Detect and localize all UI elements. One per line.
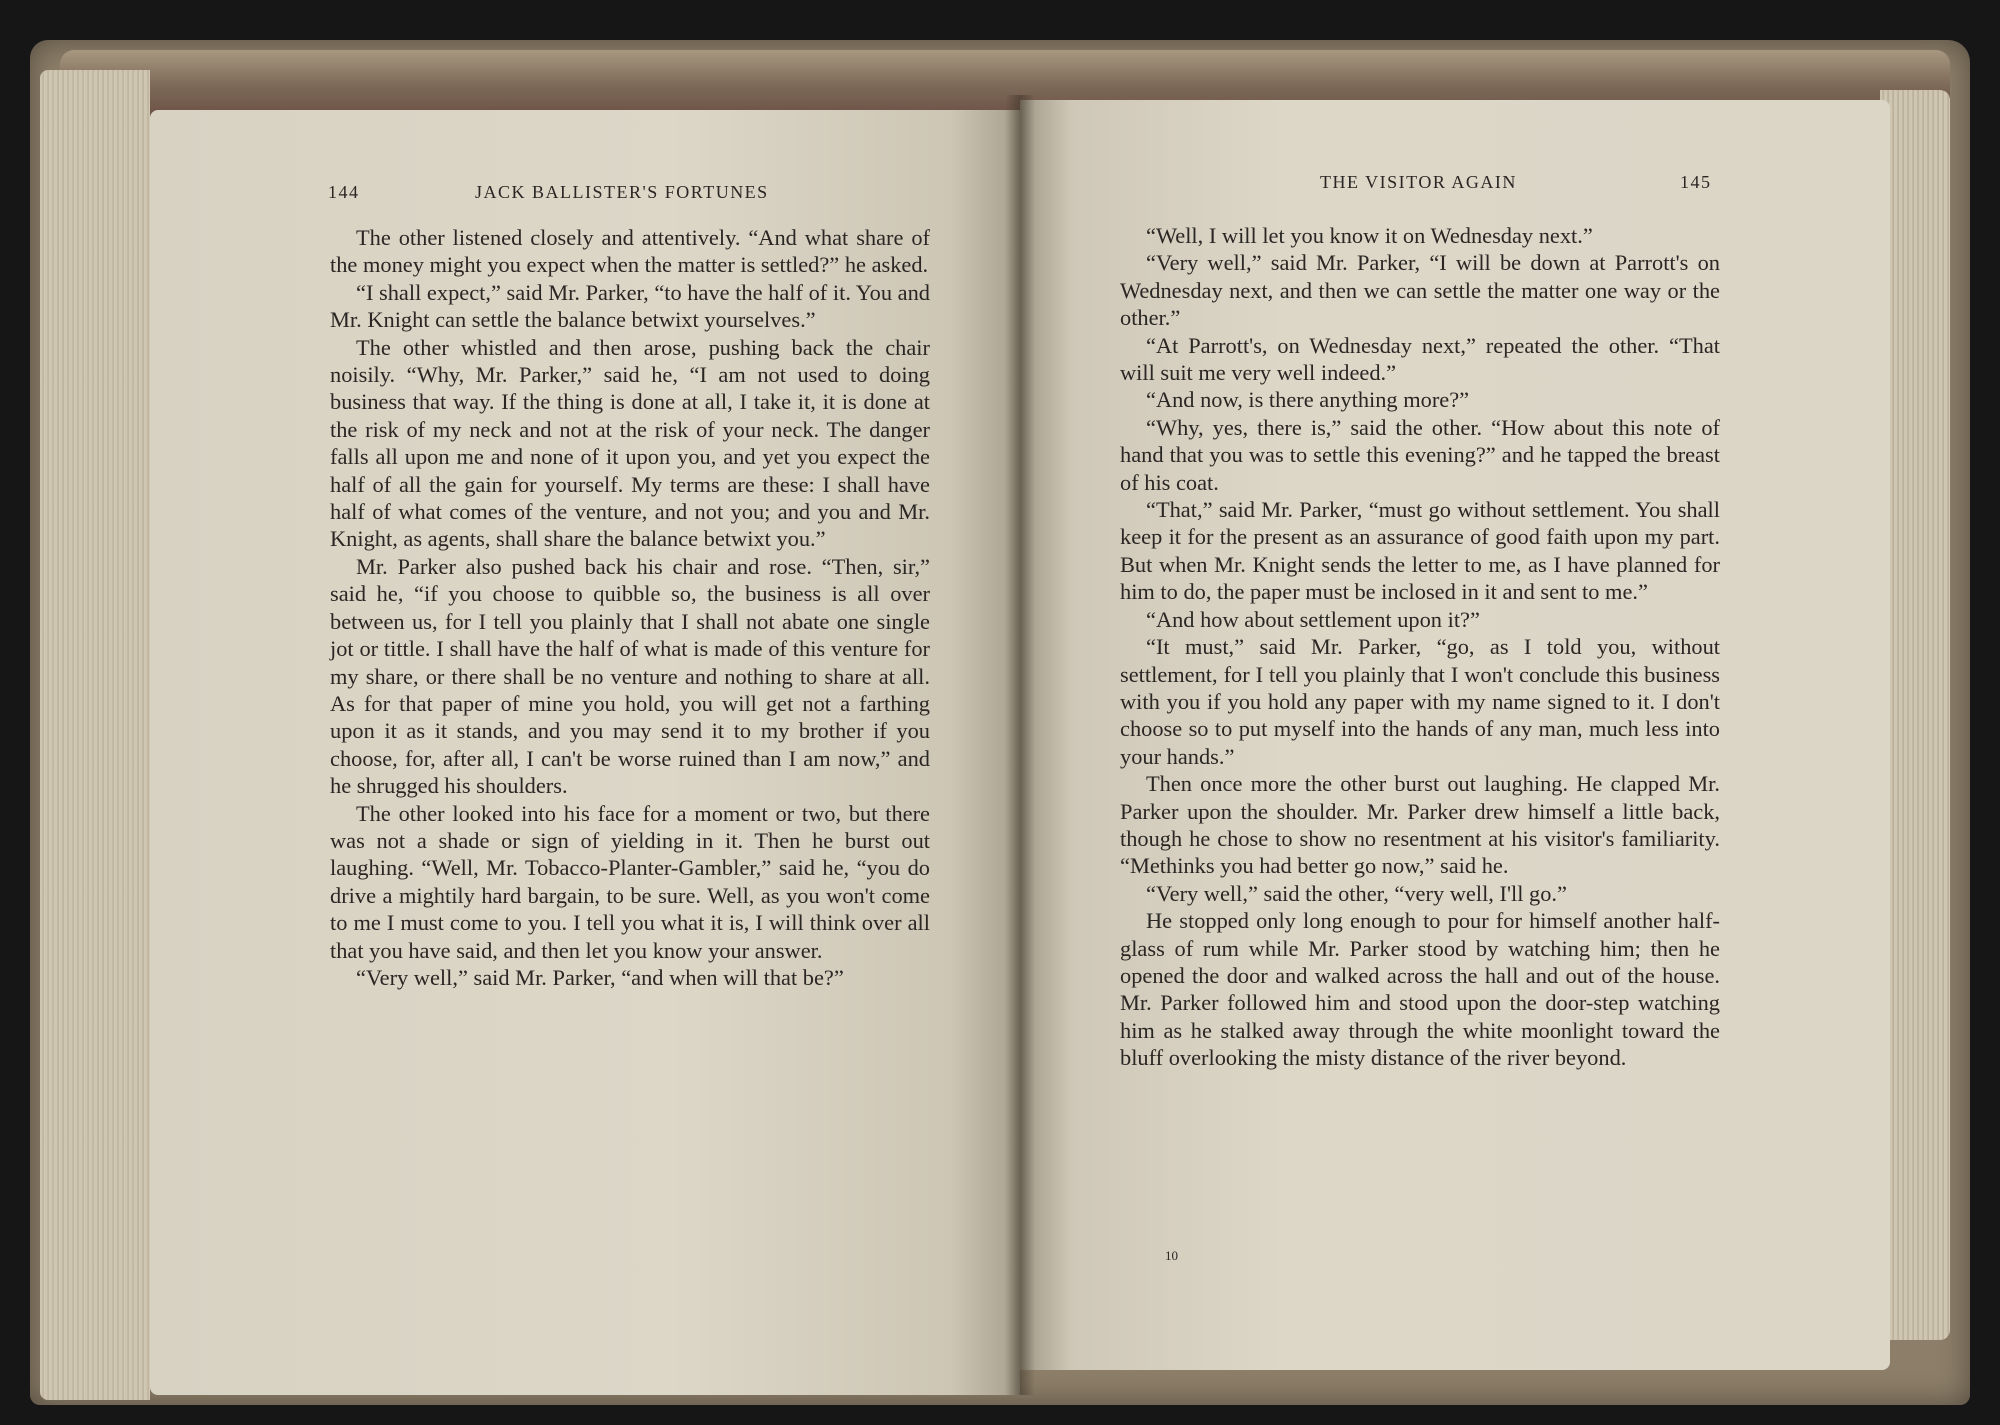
page-body — [330, 224, 930, 991]
paragraph: “Very well,” said Mr. Parker, “I will be down at Parrott's on Wednesday next, and then we can settle the matter one way or the other.” — [1120, 250, 1720, 331]
paragraph: “I shall expect,” said Mr. Parker, “to have the half of it. You and Mr. Knight can settle the balance betwixt yourselves.” — [330, 279, 930, 333]
paragraph: “And now, is there anything more?” — [1146, 387, 1470, 413]
paragraph: He stopped only long enough to pour for himself another half-glass of rum while Mr. Parker stood by watching him; then he opened the door and walked across the hall and out of the house. Mr. Parker followed him and stood upon the door-step watching him as he stalked away through the white moonlight toward the bluff overlooking the misty distance of the river beyond. — [1120, 908, 1720, 1071]
left-page — [150, 110, 1020, 1395]
paragraph: “Very well,” said the other, “very well, I'll go.” — [1146, 880, 1567, 906]
paragraph: “At Parrott's, on Wednesday next,” repeated the other. “That will suit me very well indeed.” — [1120, 332, 1720, 386]
paragraph: “And how about settlement upon it?” — [1146, 606, 1480, 632]
paragraph: “Well, I will let you know it on Wednesday next.” — [1146, 223, 1593, 248]
page-number: 145 — [1680, 172, 1712, 192]
paragraph: The other whistled and then arose, pushing back the chair noisily. “Why, Mr. Parker,” said he, “I am not used to doing business that way. If the thing is done at all, I take it, it is done at the risk of my neck and not at the risk of your neck. The danger falls all upon me and none of it upon you, and yet you expect the half of all the gain for yourself. My terms are these: I shall have half of what comes of the venture, and not you; and you and Mr. Knight, as agents, shall share the balance betwixt you.” — [330, 334, 930, 552]
paragraph: The other listened closely and attentively. “And what share of the money might you expect when the matter is settled?” he asked. — [330, 225, 930, 278]
right-page — [1020, 100, 1890, 1370]
paragraph: “Very well,” said Mr. Parker, “and when will that be?” — [356, 964, 844, 990]
right-page-edges — [1880, 90, 1950, 1340]
paragraph: Then once more the other burst out laughing. He clapped Mr. Parker upon the shoulder. Mr. Parker drew himself a little back, though he chose to show no resentment at his visitor's familiarity. “Methinks you had better go now,” said he. — [1120, 771, 1720, 879]
book-gutter — [1005, 95, 1035, 1395]
paragraph: Mr. Parker also pushed back his chair and rose. “Then, sir,” said he, “if you choose to quibble so, the business is all over between us, for I tell you plainly that I shall not abate one single jot or tittle. I shall have the half of what is made of this venture for my share, or there shall be no venture and nothing to share at all. As for that paper of mine you hold, you will get not a farthing upon it as it stands, and you may send it to my brother if you choose, for, after all, I can't be worse ruined than I am now,” and he shrugged his shoulders. — [330, 553, 930, 799]
paragraph: “Why, yes, there is,” said the other. “How about this note of hand that you was to settle this evening?” and he tapped the breast of his coat. — [1120, 414, 1720, 495]
running-head: JACK BALLISTER'S FORTUNES — [475, 182, 769, 202]
running-head: THE VISITOR AGAIN — [1320, 172, 1517, 192]
paragraph: The other looked into his face for a moment or two, but there was not a shade or sign of yielding in it. Then he burst out laughing. “Well, Mr. Tobacco-Planter-Gambler,” said he, “you do drive a mightily hard bargain, to be sure. Well, as you won't come to me I must come to you. I tell you what it is, I will think over all that you have said, and then let you know your answer. — [330, 800, 930, 963]
page-number: 144 — [328, 182, 360, 202]
paragraph: “It must,” said Mr. Parker, “go, as I told you, without settlement, for I tell you plainly that I won't conclude this business with you if you hold any paper with my name signed to it. I don't choose so to put myself into the hands of any man, much less into your hands.” — [1120, 634, 1720, 769]
left-page-edges — [40, 70, 150, 1400]
paragraph: “That,” said Mr. Parker, “must go without settlement. You shall keep it for the present as an assurance of good faith upon my part. But when Mr. Knight sends the letter to me, as I have planned for him to do, the paper must be inclosed in it and sent to me.” — [1120, 497, 1720, 605]
signature-mark: 10 — [1165, 1248, 1178, 1263]
page-body — [1120, 222, 1720, 1072]
